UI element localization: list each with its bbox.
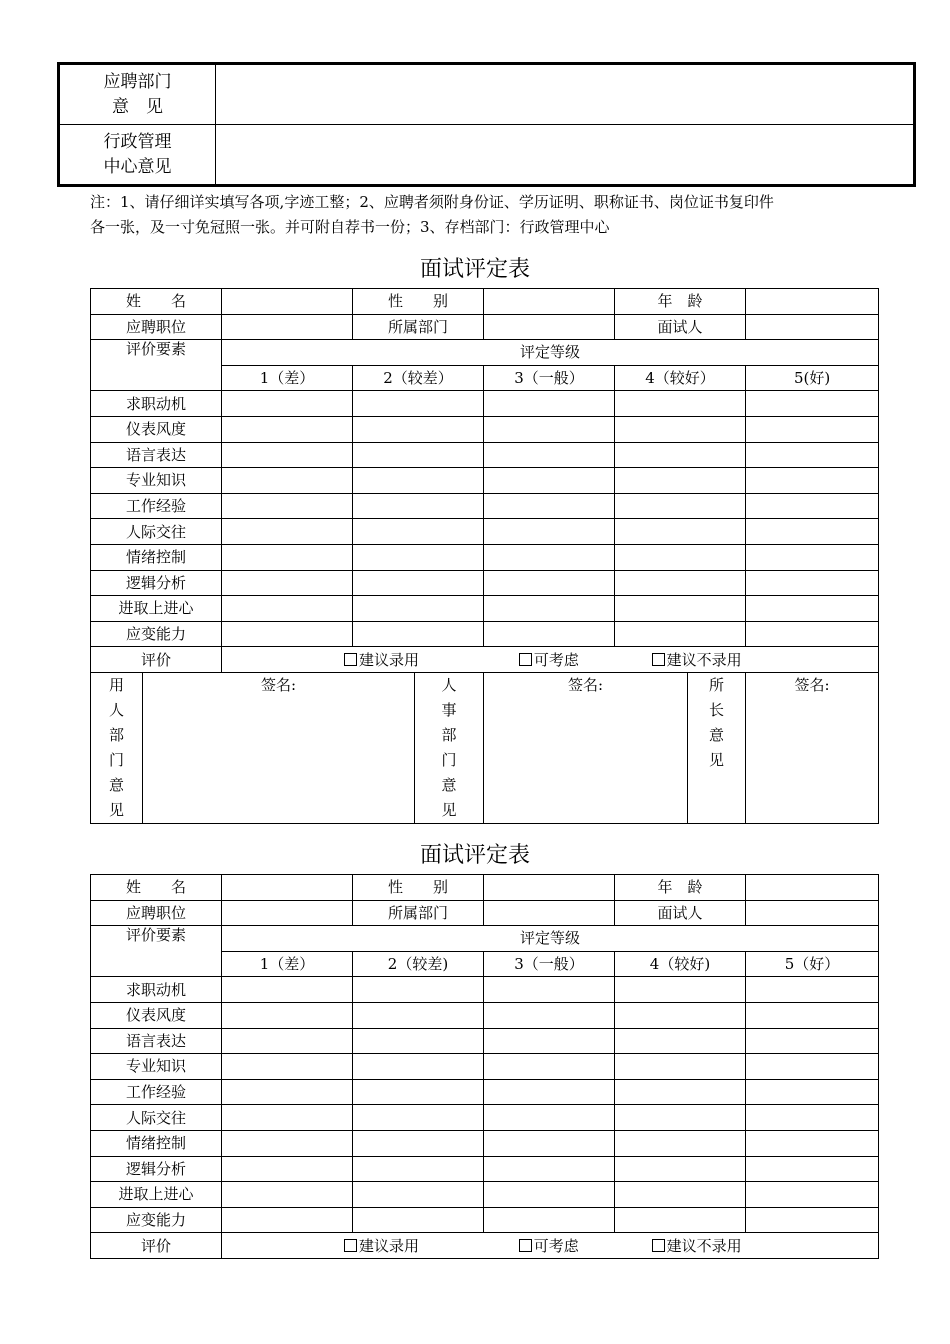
grade-cell-2[interactable] bbox=[353, 519, 484, 545]
grade-cell-1[interactable] bbox=[222, 1028, 353, 1054]
grade-cell-5[interactable] bbox=[746, 544, 879, 570]
admin-opinion-label: 行政管理 中心意见 bbox=[59, 125, 216, 186]
factor-label: 求职动机 bbox=[91, 977, 222, 1003]
factor-label: 仪表风度 bbox=[91, 1002, 222, 1028]
position-label: 应聘职位 bbox=[91, 314, 222, 340]
grade-cell-3[interactable] bbox=[484, 570, 615, 596]
grade-cell-1[interactable] bbox=[222, 1182, 353, 1208]
form2-table bbox=[90, 874, 879, 1259]
grade-cell-1[interactable] bbox=[222, 621, 353, 647]
grade-cell-4[interactable] bbox=[615, 1054, 746, 1080]
grade-cell-3[interactable] bbox=[484, 1130, 615, 1156]
note-text: 注：1、请仔细详实填写各项,字迹工整；2、应聘者须附身份证、学历证明、职称证书、岗位证书复印件 各一张，及一寸免冠照一张。并可附自荐书一份；3、存档部门：行政管理中心 bbox=[90, 193, 774, 236]
factor-label: 人际交往 bbox=[91, 519, 222, 545]
dept-label: 所属部门 bbox=[353, 314, 484, 340]
factor-label: 求职动机 bbox=[91, 391, 222, 417]
factor-row bbox=[91, 1105, 879, 1131]
grade-cell-5[interactable] bbox=[746, 1002, 879, 1028]
grade-cell-5[interactable] bbox=[746, 621, 879, 647]
vertical-label: 用 人 部 门 意 见 bbox=[108, 675, 124, 819]
factor-label: 情绪控制 bbox=[91, 544, 222, 570]
grade-cell-5[interactable] bbox=[746, 1079, 879, 1105]
interviewer-field[interactable] bbox=[746, 314, 879, 340]
grade-cell-2[interactable] bbox=[353, 468, 484, 494]
grade-cell-2[interactable] bbox=[353, 1079, 484, 1105]
factor-row bbox=[91, 544, 879, 570]
grade-cell-2[interactable] bbox=[353, 1182, 484, 1208]
grade-cell-1[interactable] bbox=[222, 1079, 353, 1105]
grade-cell-1[interactable] bbox=[222, 442, 353, 468]
eval-label: 评价 bbox=[91, 1233, 222, 1259]
factor-label: 专业知识 bbox=[91, 1054, 222, 1080]
director-label bbox=[688, 672, 746, 823]
grade-cell-4[interactable] bbox=[615, 391, 746, 417]
hr-dept-opinion[interactable] bbox=[484, 672, 688, 823]
dept-label: 所属部门 bbox=[353, 900, 484, 926]
position-field[interactable] bbox=[222, 314, 353, 340]
factor-row bbox=[91, 1054, 879, 1080]
grade-3: 3（一般） bbox=[484, 365, 615, 391]
checkbox-icon[interactable] bbox=[344, 653, 357, 666]
dept-opinion-field[interactable] bbox=[216, 64, 915, 125]
factor-row bbox=[91, 1130, 879, 1156]
factor-label: 工作经验 bbox=[91, 493, 222, 519]
dept-field[interactable] bbox=[484, 900, 615, 926]
department-opinion-table bbox=[57, 62, 916, 187]
grade-cell-1[interactable] bbox=[222, 1207, 353, 1233]
grade-cell-5[interactable] bbox=[746, 596, 879, 622]
factor-row bbox=[91, 1156, 879, 1182]
age-label: 年 龄 bbox=[615, 875, 746, 901]
grade-cell-5[interactable] bbox=[746, 442, 879, 468]
position-label: 应聘职位 bbox=[91, 900, 222, 926]
interviewer-field[interactable] bbox=[746, 900, 879, 926]
grade-header: 评定等级 bbox=[222, 340, 879, 366]
gender-field[interactable] bbox=[484, 875, 615, 901]
grade-cell-5[interactable] bbox=[746, 1054, 879, 1080]
factor-row bbox=[91, 1028, 879, 1054]
grade-cell-2[interactable] bbox=[353, 621, 484, 647]
factor-row bbox=[91, 621, 879, 647]
factor-row bbox=[91, 493, 879, 519]
factors-header: 评价要素 bbox=[91, 340, 222, 391]
grade-cell-1[interactable] bbox=[222, 1130, 353, 1156]
grade-cell-1[interactable] bbox=[222, 416, 353, 442]
name-label: 姓 名 bbox=[91, 875, 222, 901]
grade-cell-5[interactable] bbox=[746, 493, 879, 519]
grade-cell-3[interactable] bbox=[484, 1207, 615, 1233]
form2-title: 面试评定表 bbox=[419, 843, 530, 868]
option-recommend[interactable]: 建议录用 bbox=[344, 651, 419, 669]
age-field[interactable] bbox=[746, 289, 879, 315]
grade-cell-3[interactable] bbox=[484, 442, 615, 468]
grade-cell-5[interactable] bbox=[746, 1130, 879, 1156]
grade-cell-2[interactable] bbox=[353, 544, 484, 570]
option-not-recommend[interactable]: 建议不录用 bbox=[652, 1237, 742, 1255]
grade-cell-3[interactable] bbox=[484, 1028, 615, 1054]
grade-cell-5[interactable] bbox=[746, 1207, 879, 1233]
grade-cell-5[interactable] bbox=[746, 468, 879, 494]
grade-cell-1[interactable] bbox=[222, 977, 353, 1003]
grade-cell-2[interactable] bbox=[353, 1054, 484, 1080]
grade-cell-4[interactable] bbox=[615, 1079, 746, 1105]
form1-title: 面试评定表 bbox=[419, 257, 530, 282]
factor-label: 仪表风度 bbox=[91, 416, 222, 442]
grade-cell-2[interactable] bbox=[353, 1207, 484, 1233]
grade-cell-1[interactable] bbox=[222, 596, 353, 622]
grade-cell-4[interactable] bbox=[615, 621, 746, 647]
eval-options bbox=[222, 1233, 879, 1259]
grade-cell-1[interactable] bbox=[222, 468, 353, 494]
factor-label: 应变能力 bbox=[91, 1207, 222, 1233]
vertical-label: 所 长 意 见 bbox=[709, 675, 725, 769]
grade-cell-1[interactable] bbox=[222, 1054, 353, 1080]
factor-label: 逻辑分析 bbox=[91, 1156, 222, 1182]
factor-label: 语言表达 bbox=[91, 442, 222, 468]
grade-cell-2[interactable] bbox=[353, 416, 484, 442]
factor-row bbox=[91, 1079, 879, 1105]
age-field[interactable] bbox=[746, 875, 879, 901]
grade-cell-4[interactable] bbox=[615, 468, 746, 494]
grade-cell-5[interactable] bbox=[746, 977, 879, 1003]
dept-opinion-label: 应聘部门 意 见 bbox=[59, 64, 216, 125]
grade-cell-3[interactable] bbox=[484, 544, 615, 570]
option-recommend[interactable]: 建议录用 bbox=[344, 1237, 419, 1255]
gender-field[interactable] bbox=[484, 289, 615, 315]
grade-cell-2[interactable] bbox=[353, 493, 484, 519]
vertical-label: 人 事 部 门 意 见 bbox=[441, 675, 457, 819]
factor-row bbox=[91, 570, 879, 596]
grade-2: 2（较差） bbox=[353, 365, 484, 391]
grade-cell-2[interactable] bbox=[353, 977, 484, 1003]
factor-row bbox=[91, 1182, 879, 1208]
grade-cell-3[interactable] bbox=[484, 468, 615, 494]
admin-opinion-field[interactable] bbox=[216, 125, 915, 186]
option-not-recommend[interactable]: 建议不录用 bbox=[652, 651, 742, 669]
age-label: 年 龄 bbox=[615, 289, 746, 315]
name-field[interactable] bbox=[222, 289, 353, 315]
factor-label: 逻辑分析 bbox=[91, 570, 222, 596]
factor-row bbox=[91, 391, 879, 417]
grade-cell-1[interactable] bbox=[222, 493, 353, 519]
grade-cell-4[interactable] bbox=[615, 1182, 746, 1208]
grade-cell-4[interactable] bbox=[615, 493, 746, 519]
grade-cell-4[interactable] bbox=[615, 596, 746, 622]
gender-label: 性 别 bbox=[353, 289, 484, 315]
checkbox-icon[interactable] bbox=[652, 1239, 665, 1252]
gender-label: 性 别 bbox=[353, 875, 484, 901]
factor-label: 人际交往 bbox=[91, 1105, 222, 1131]
grade-cell-2[interactable] bbox=[353, 570, 484, 596]
name-field[interactable] bbox=[222, 875, 353, 901]
grade-cell-5[interactable] bbox=[746, 416, 879, 442]
signature-label: 签名: bbox=[260, 675, 297, 694]
eval-label: 评价 bbox=[91, 647, 222, 673]
grade-cell-4[interactable] bbox=[615, 442, 746, 468]
grade-cell-3[interactable] bbox=[484, 493, 615, 519]
option-consider[interactable]: 可考虑 bbox=[519, 651, 579, 669]
grade-2: 2（较差) bbox=[353, 951, 484, 977]
grade-cell-1[interactable] bbox=[222, 1105, 353, 1131]
factor-row bbox=[91, 1002, 879, 1028]
factors-header: 评价要素 bbox=[91, 926, 222, 977]
grade-header: 评定等级 bbox=[222, 926, 879, 952]
checkbox-icon[interactable] bbox=[652, 653, 665, 666]
employing-dept-opinion[interactable] bbox=[143, 672, 415, 823]
grade-cell-4[interactable] bbox=[615, 1130, 746, 1156]
grade-cell-2[interactable] bbox=[353, 1002, 484, 1028]
director-opinion[interactable] bbox=[746, 672, 879, 823]
grade-cell-4[interactable] bbox=[615, 1156, 746, 1182]
grade-cell-3[interactable] bbox=[484, 519, 615, 545]
grade-cell-3[interactable] bbox=[484, 416, 615, 442]
hr-dept-label bbox=[415, 672, 484, 823]
grade-cell-3[interactable] bbox=[484, 621, 615, 647]
grade-cell-3[interactable] bbox=[484, 596, 615, 622]
grade-cell-5[interactable] bbox=[746, 1105, 879, 1131]
grade-cell-2[interactable] bbox=[353, 1130, 484, 1156]
grade-4: 4（较好) bbox=[615, 951, 746, 977]
grade-1: 1（差） bbox=[222, 951, 353, 977]
grade-cell-3[interactable] bbox=[484, 1156, 615, 1182]
grade-cell-4[interactable] bbox=[615, 1028, 746, 1054]
grade-1: 1（差） bbox=[222, 365, 353, 391]
dept-field[interactable] bbox=[484, 314, 615, 340]
grade-cell-4[interactable] bbox=[615, 1207, 746, 1233]
grade-cell-5[interactable] bbox=[746, 391, 879, 417]
grade-cell-5[interactable] bbox=[746, 570, 879, 596]
grade-cell-4[interactable] bbox=[615, 416, 746, 442]
checkbox-icon[interactable] bbox=[344, 1239, 357, 1252]
factor-label: 进取上进心 bbox=[91, 596, 222, 622]
factor-row bbox=[91, 416, 879, 442]
factor-label: 工作经验 bbox=[91, 1079, 222, 1105]
grade-cell-1[interactable] bbox=[222, 570, 353, 596]
factor-row bbox=[91, 1207, 879, 1233]
grade-cell-3[interactable] bbox=[484, 977, 615, 1003]
grade-4: 4（较好） bbox=[615, 365, 746, 391]
grade-cell-1[interactable] bbox=[222, 1156, 353, 1182]
grade-3: 3（一般） bbox=[484, 951, 615, 977]
grade-cell-1[interactable] bbox=[222, 1002, 353, 1028]
factor-row bbox=[91, 519, 879, 545]
factor-row bbox=[91, 977, 879, 1003]
grade-cell-5[interactable] bbox=[746, 1156, 879, 1182]
factor-row bbox=[91, 442, 879, 468]
interviewer-label: 面试人 bbox=[615, 900, 746, 926]
factor-row bbox=[91, 596, 879, 622]
grade-5: 5(好) bbox=[746, 365, 879, 391]
factor-label: 进取上进心 bbox=[91, 1182, 222, 1208]
grade-cell-3[interactable] bbox=[484, 1002, 615, 1028]
form1-table bbox=[90, 288, 879, 824]
factor-label: 语言表达 bbox=[91, 1028, 222, 1054]
grade-cell-4[interactable] bbox=[615, 977, 746, 1003]
grade-cell-2[interactable] bbox=[353, 391, 484, 417]
interviewer-label: 面试人 bbox=[615, 314, 746, 340]
factor-row bbox=[91, 468, 879, 494]
grade-cell-1[interactable] bbox=[222, 519, 353, 545]
grade-cell-5[interactable] bbox=[746, 1028, 879, 1054]
name-label: 姓 名 bbox=[91, 289, 222, 315]
factor-label: 专业知识 bbox=[91, 468, 222, 494]
signature-label: 签名: bbox=[794, 675, 830, 694]
checkbox-icon[interactable] bbox=[519, 653, 532, 666]
factor-label: 情绪控制 bbox=[91, 1130, 222, 1156]
option-consider[interactable]: 可考虑 bbox=[519, 1237, 579, 1255]
factor-label: 应变能力 bbox=[91, 621, 222, 647]
grade-cell-2[interactable] bbox=[353, 442, 484, 468]
grade-cell-4[interactable] bbox=[615, 519, 746, 545]
grade-5: 5（好） bbox=[746, 951, 879, 977]
grade-cell-1[interactable] bbox=[222, 544, 353, 570]
grade-cell-4[interactable] bbox=[615, 1105, 746, 1131]
eval-options bbox=[222, 647, 879, 673]
grade-cell-3[interactable] bbox=[484, 1105, 615, 1131]
grade-cell-4[interactable] bbox=[615, 1002, 746, 1028]
grade-cell-5[interactable] bbox=[746, 1182, 879, 1208]
grade-cell-3[interactable] bbox=[484, 391, 615, 417]
grade-cell-4[interactable] bbox=[615, 544, 746, 570]
signature-label: 签名: bbox=[568, 675, 604, 694]
grade-cell-2[interactable] bbox=[353, 1028, 484, 1054]
grade-cell-1[interactable] bbox=[222, 391, 353, 417]
grade-cell-4[interactable] bbox=[615, 570, 746, 596]
position-field[interactable] bbox=[222, 900, 353, 926]
checkbox-icon[interactable] bbox=[519, 1239, 532, 1252]
grade-cell-3[interactable] bbox=[484, 1054, 615, 1080]
grade-cell-3[interactable] bbox=[484, 1182, 615, 1208]
grade-cell-2[interactable] bbox=[353, 1156, 484, 1182]
grade-cell-2[interactable] bbox=[353, 1105, 484, 1131]
grade-cell-3[interactable] bbox=[484, 1079, 615, 1105]
employing-dept-label bbox=[91, 672, 143, 823]
grade-cell-5[interactable] bbox=[746, 519, 879, 545]
grade-cell-2[interactable] bbox=[353, 596, 484, 622]
